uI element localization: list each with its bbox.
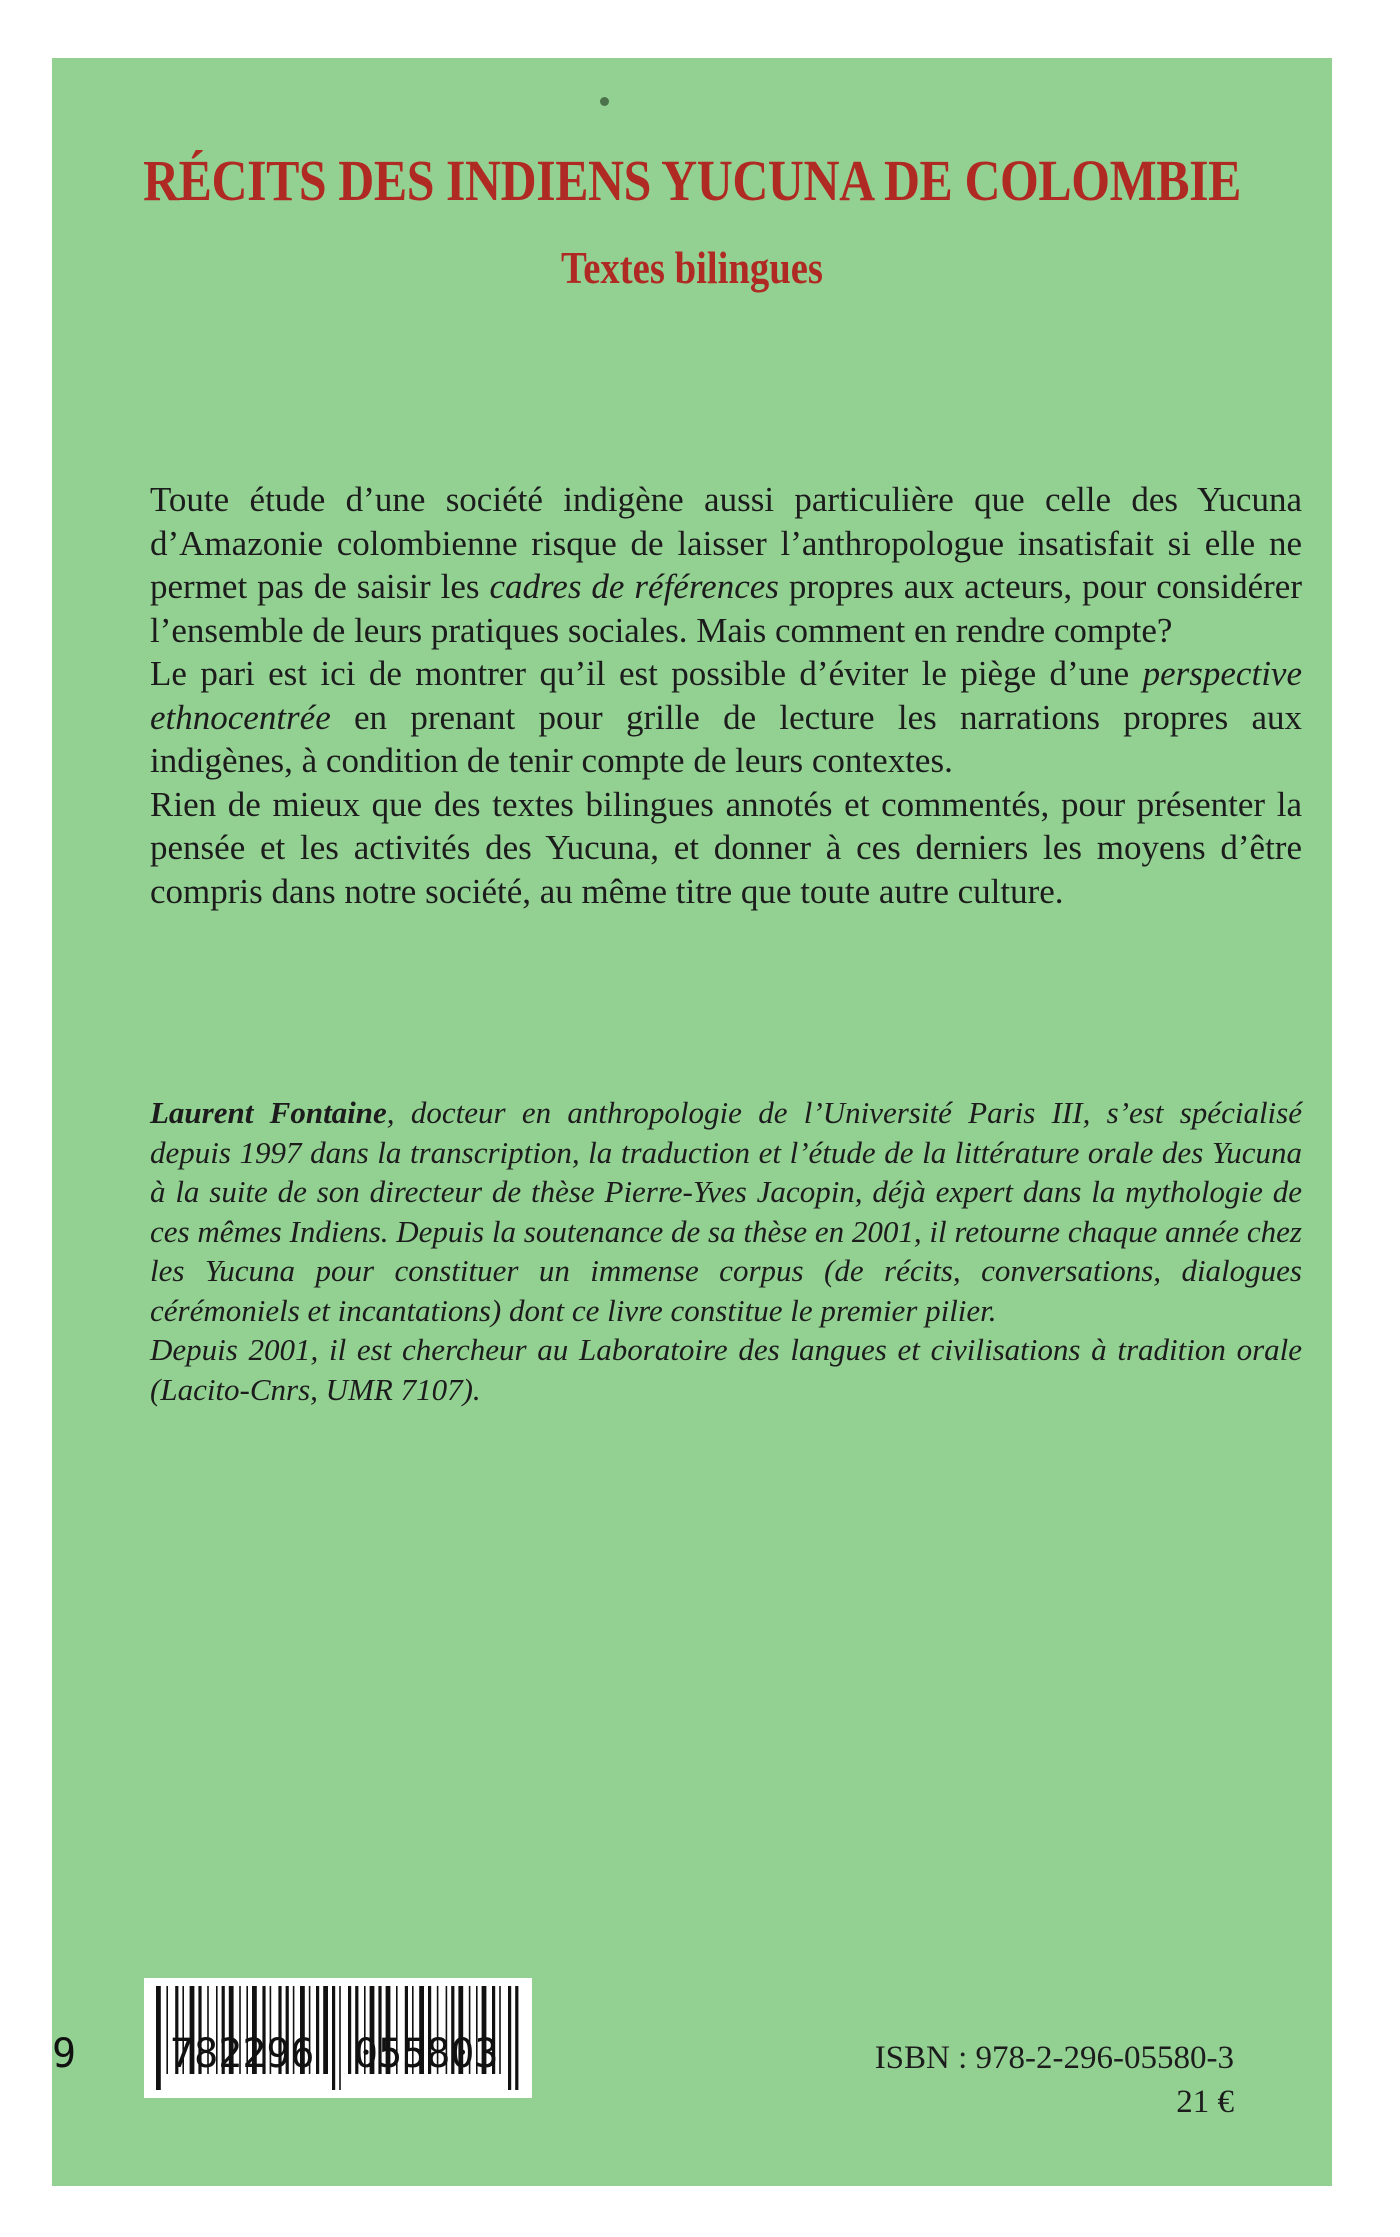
barcode-first-digit: 9	[52, 2031, 77, 2077]
abstract-paragraph-1: Toute étude d’une société indigène aussi particulière que celle des Yucuna d’Amazonie colombienne risque de laisser l’anthropologue insatisfait si elle ne permet pas de saisir les cadres de références propres aux acteurs, pour considérer l’ensemble de leurs pratiques sociales. Mais comment en rendre compte?	[150, 480, 1302, 650]
barcode-bar	[323, 1986, 328, 2074]
author-name: Laurent Fontaine	[150, 1095, 387, 1130]
barcode-bar	[499, 1986, 501, 2074]
bio-paragraph-2: Depuis 2001, il est chercheur au Laboratoire des langues et civilisations à tradition orale (Lacito-Cnrs, UMR 7107).	[150, 1332, 1302, 1407]
barcode-bar	[332, 1986, 335, 2090]
barcode-left-group: 782296	[170, 2031, 315, 2077]
bio-paragraph-1: Laurent Fontaine, docteur en anthropologie de l’Université Paris III, s’est spécialisé depuis 1997 dans la transcription, la traduction et l’étude de la littérature orale des Yucuna à la suite de son directeur de thèse Pierre-Yves Jacopin, déjà expert dans la mythologie de ces mêmes Indiens. Depuis la soutenance de sa thèse en 2001, il retourne chaque année chez les Yucuna pour constituer un immense corpus (de récits, conversations, dialogues cérémoniels et incantations) dont ce livre constitue le premier pilier.	[150, 1095, 1302, 1328]
barcode-bar	[348, 1986, 351, 2074]
barcode-bar	[166, 1986, 168, 2074]
barcode-bar	[316, 1986, 319, 2074]
barcode-bar	[515, 1986, 518, 2090]
abstract-paragraph-2: Le pari est ici de montrer qu’il est possible d’éviter le piège d’une perspective ethnocentrée en prenant pour grille de lecture les narrations propres aux indigènes, à condition de tenir compte de leurs contextes.	[150, 654, 1302, 780]
barcode-right-group: 055803	[354, 2031, 499, 2077]
emphasis-perspective: perspective ethnocentrée	[150, 654, 1302, 737]
book-subtitle: Textes bilingues	[560, 243, 824, 293]
price: 21 €	[1176, 2084, 1234, 2120]
ink-speck	[600, 97, 609, 106]
barcode-bar	[339, 1986, 341, 2090]
author-bio	[150, 1093, 1302, 1409]
abstract	[150, 478, 1302, 913]
isbn: ISBN : 978-2-296-05580-3	[874, 2040, 1234, 2076]
barcode-bar	[156, 1986, 161, 2090]
back-cover	[52, 58, 1332, 2186]
abstract-paragraph-3: Rien de mieux que des textes bilingues annotés et commentés, pour présenter la pensée et les activités des Yucuna, et donner à ces derniers les moyens d’être compris dans notre société, au même titre que toute autre culture.	[150, 784, 1302, 911]
book-title: RÉCITS DES INDIENS YUCUNA DE COLOMBIE	[143, 148, 1241, 213]
barcode-bar	[508, 1986, 511, 2090]
emphasis-cadres: cadres de références	[489, 567, 779, 606]
